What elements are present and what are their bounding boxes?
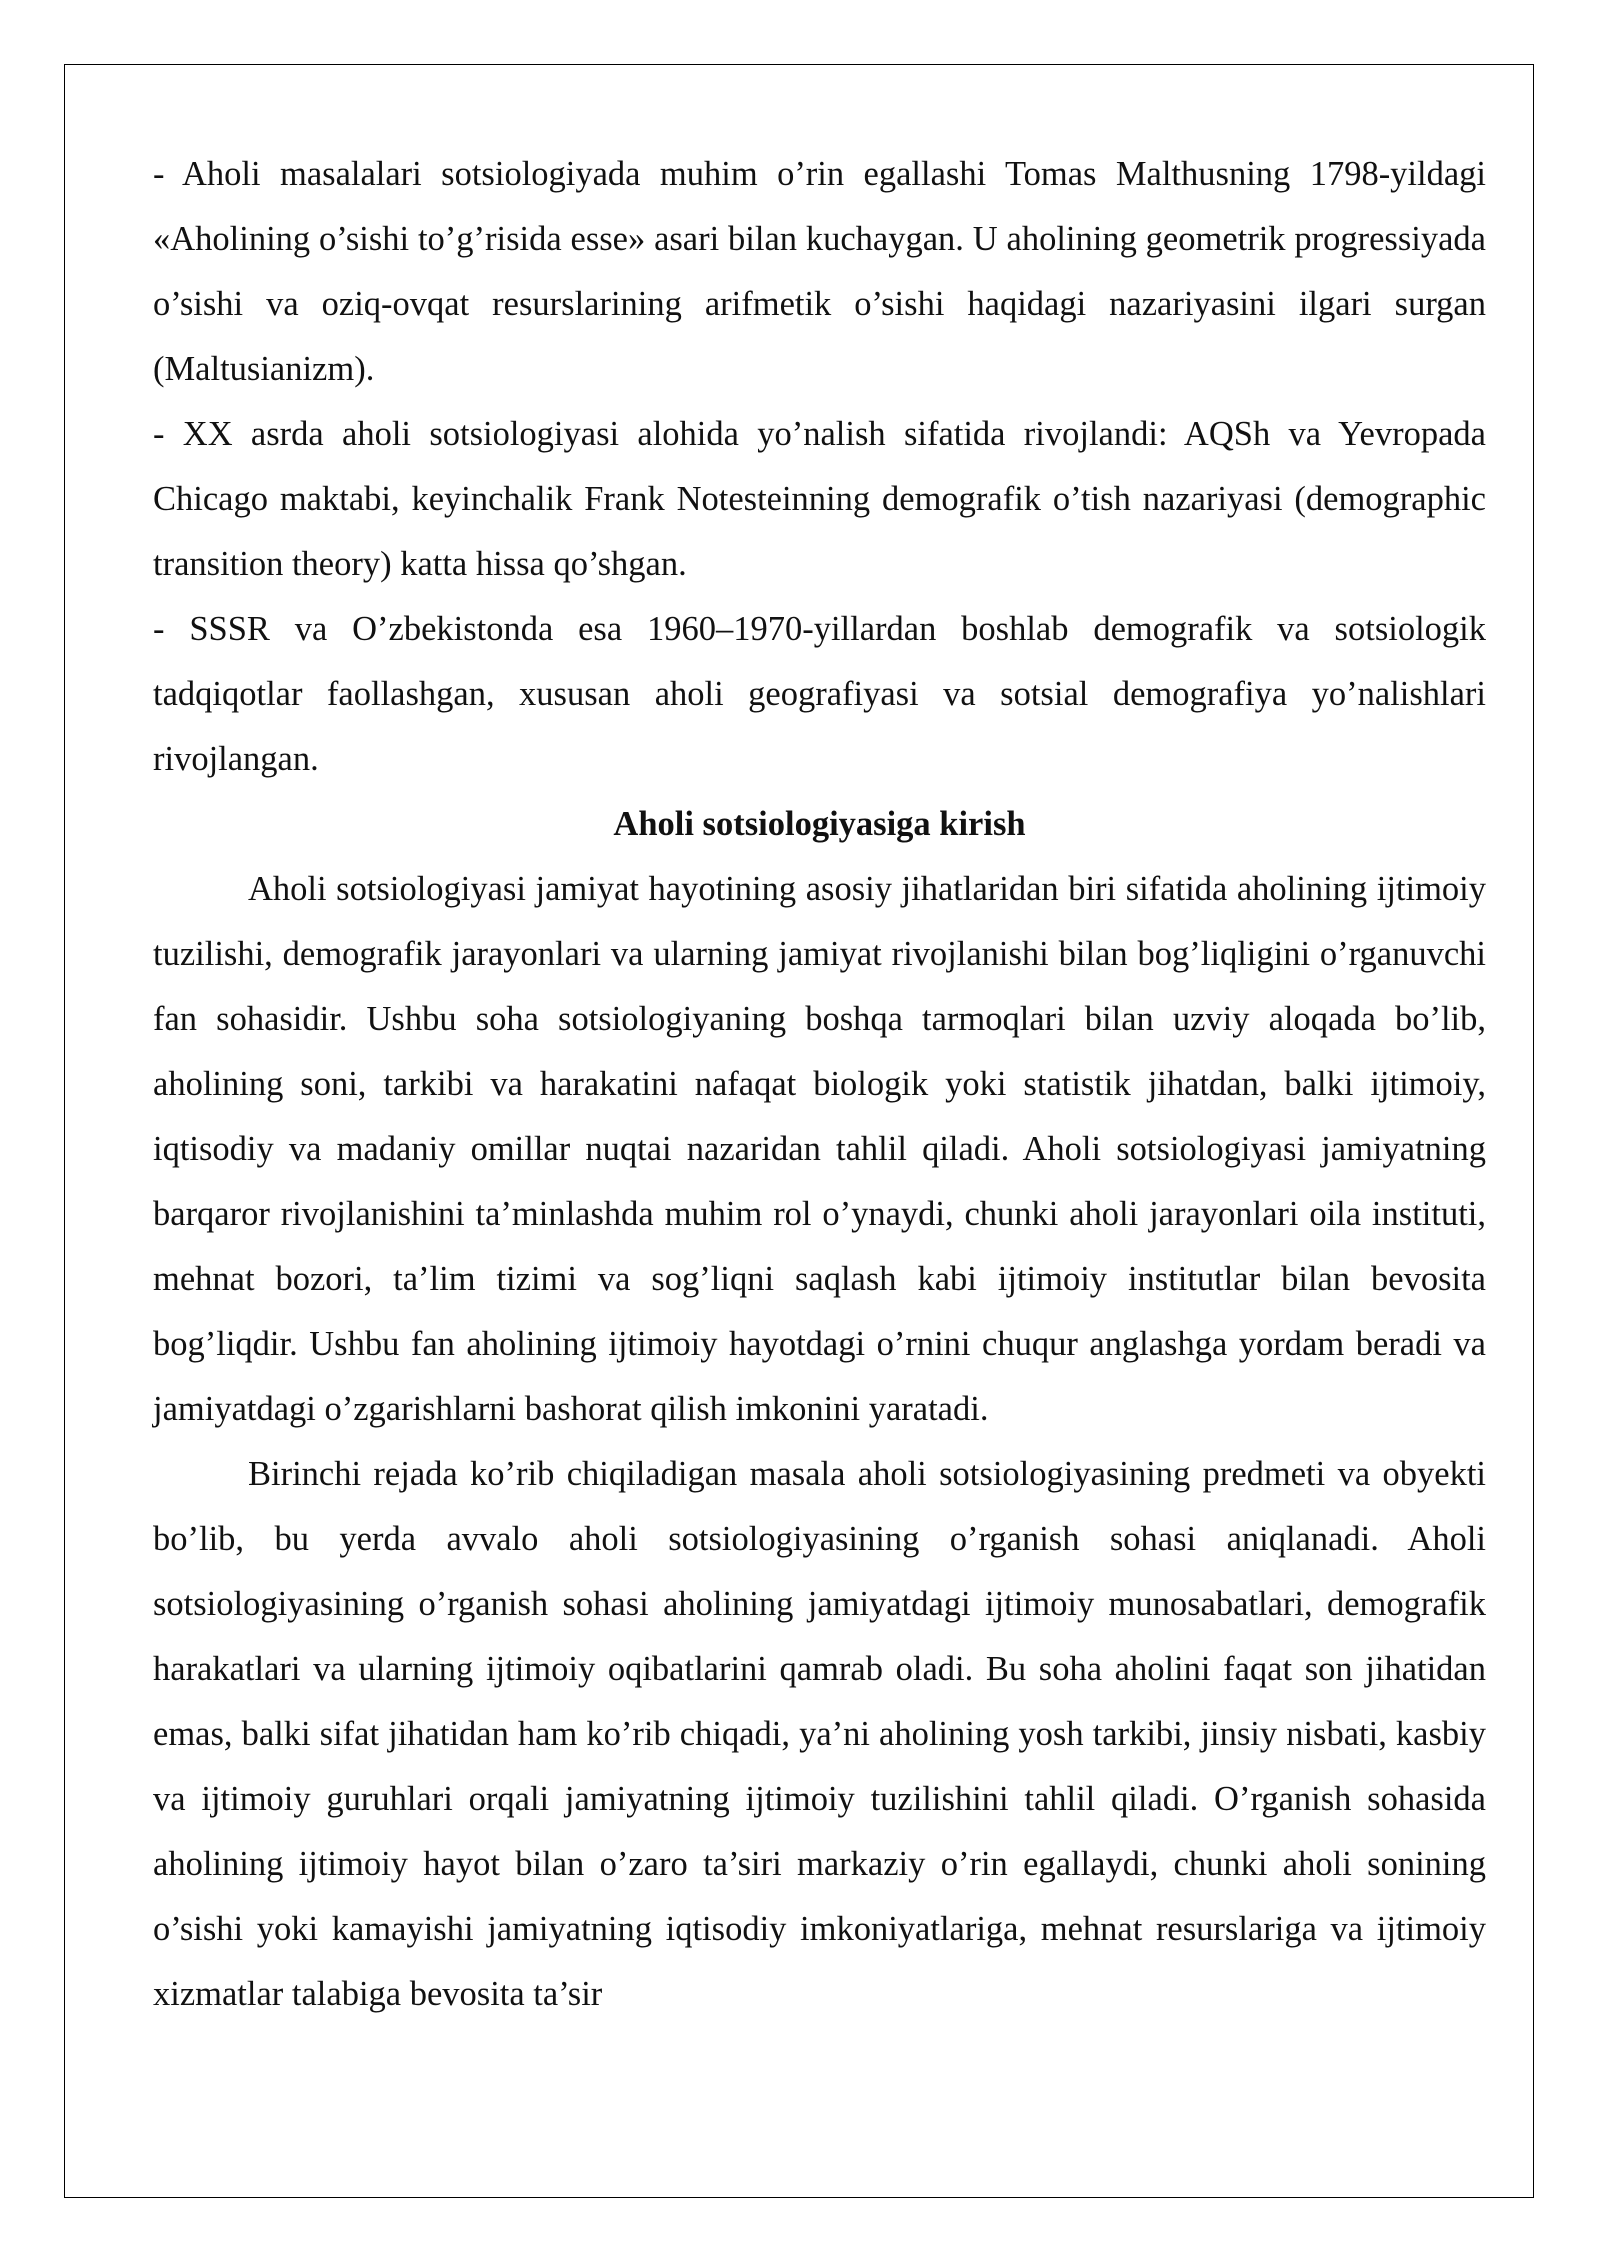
bullet-paragraph-xx-century: - XX asrda aholi sotsiologiyasi alohida yo’nalish sifatida rivojlandi: AQSh va Yevropada Chicago maktabi, keyinchalik Frank Notesteinning demografik o’tish nazariyasi (demographic transition theory) katta hissa qo’shgan.	[153, 415, 1486, 583]
bullet-paragraph-malthus: - Aholi masalalari sotsiologiyada muhim o’rin egallashi Tomas Malthusning 1798-yildagi «Aholining o’sishi to’g’risida esse» asari bilan kuchaygan. U aholining geometrik progressiyada o’sishi va oziq-ovqat resurslarining arifmetik o’sishi haqidagi nazariyasini ilgari surgan (Maltusianizm).	[153, 155, 1486, 388]
body-paragraph-subject: Birinchi rejada ko’rib chiqiladigan masala aholi sotsiologiyasining predmeti va obyekti bo’lib, bu yerda avvalo aholi sotsiologiyasining o’rganish sohasi aniqlanadi. Aholi sotsiologiyasining o’rganish sohasi aholining jamiyatdagi ijtimoiy munosabatlari, demografik harakatlari va ularning ijtimoiy oqibatlarini qamrab oladi. Bu soha aholini faqat son jihatidan emas, balki sifat jihatidan ham ko’rib chiqadi, ya’ni aholining yosh tarkibi, jinsiy nisbati, kasbiy va ijtimoiy guruhlari orqali jamiyatning ijtimoiy tuzilishini tahlil qiladi. O’rganish sohasida aholining ijtimoiy hayot bilan o’zaro ta’siri markaziy o’rin egallaydi, chunki aholi sonining o’sishi yoki kamayishi jamiyatning iqtisodiy imkoniyatlariga, mehnat resurslariga va ijtimoiy xizmatlar talabiga bevosita ta’sir	[153, 1455, 1486, 2013]
document-body	[153, 142, 1486, 2027]
body-paragraph-intro: Aholi sotsiologiyasi jamiyat hayotining asosiy jihatlaridan biri sifatida aholining ijtimoiy tuzilishi, demografik jarayonlari va ularning jamiyat rivojlanishi bilan bog’liqligini o’rganuvchi fan sohasidir. Ushbu soha sotsiologiyaning boshqa tarmoqlari bilan uzviy aloqada bo’lib, aholining soni, tarkibi va harakatini nafaqat biologik yoki statistik jihatdan, balki ijtimoiy, iqtisodiy va madaniy omillar nuqtai nazaridan tahlil qiladi. Aholi sotsiologiyasi jamiyatning barqaror rivojlanishini ta’minlashda muhim rol o’ynaydi, chunki aholi jarayonlari oila instituti, mehnat bozori, ta’lim tizimi va sog’liqni saqlash kabi ijtimoiy institutlar bilan bevosita bog’liqdir. Ushbu fan aholining ijtimoiy hayotdagi o’rnini chuqur anglashga yordam beradi va jamiyatdagi o’zgarishlarni bashorat qilish imkonini yaratadi.	[153, 870, 1486, 1428]
section-heading: Aholi sotsiologiyasiga kirish	[613, 805, 1026, 843]
bullet-paragraph-ussr: - SSSR va O’zbekistonda esa 1960–1970-yillardan boshlab demografik va sotsiologik tadqiqotlar faollashgan, xususan aholi geografiyasi va sotsial demografiya yo’nalishlari rivojlangan.	[153, 610, 1486, 778]
